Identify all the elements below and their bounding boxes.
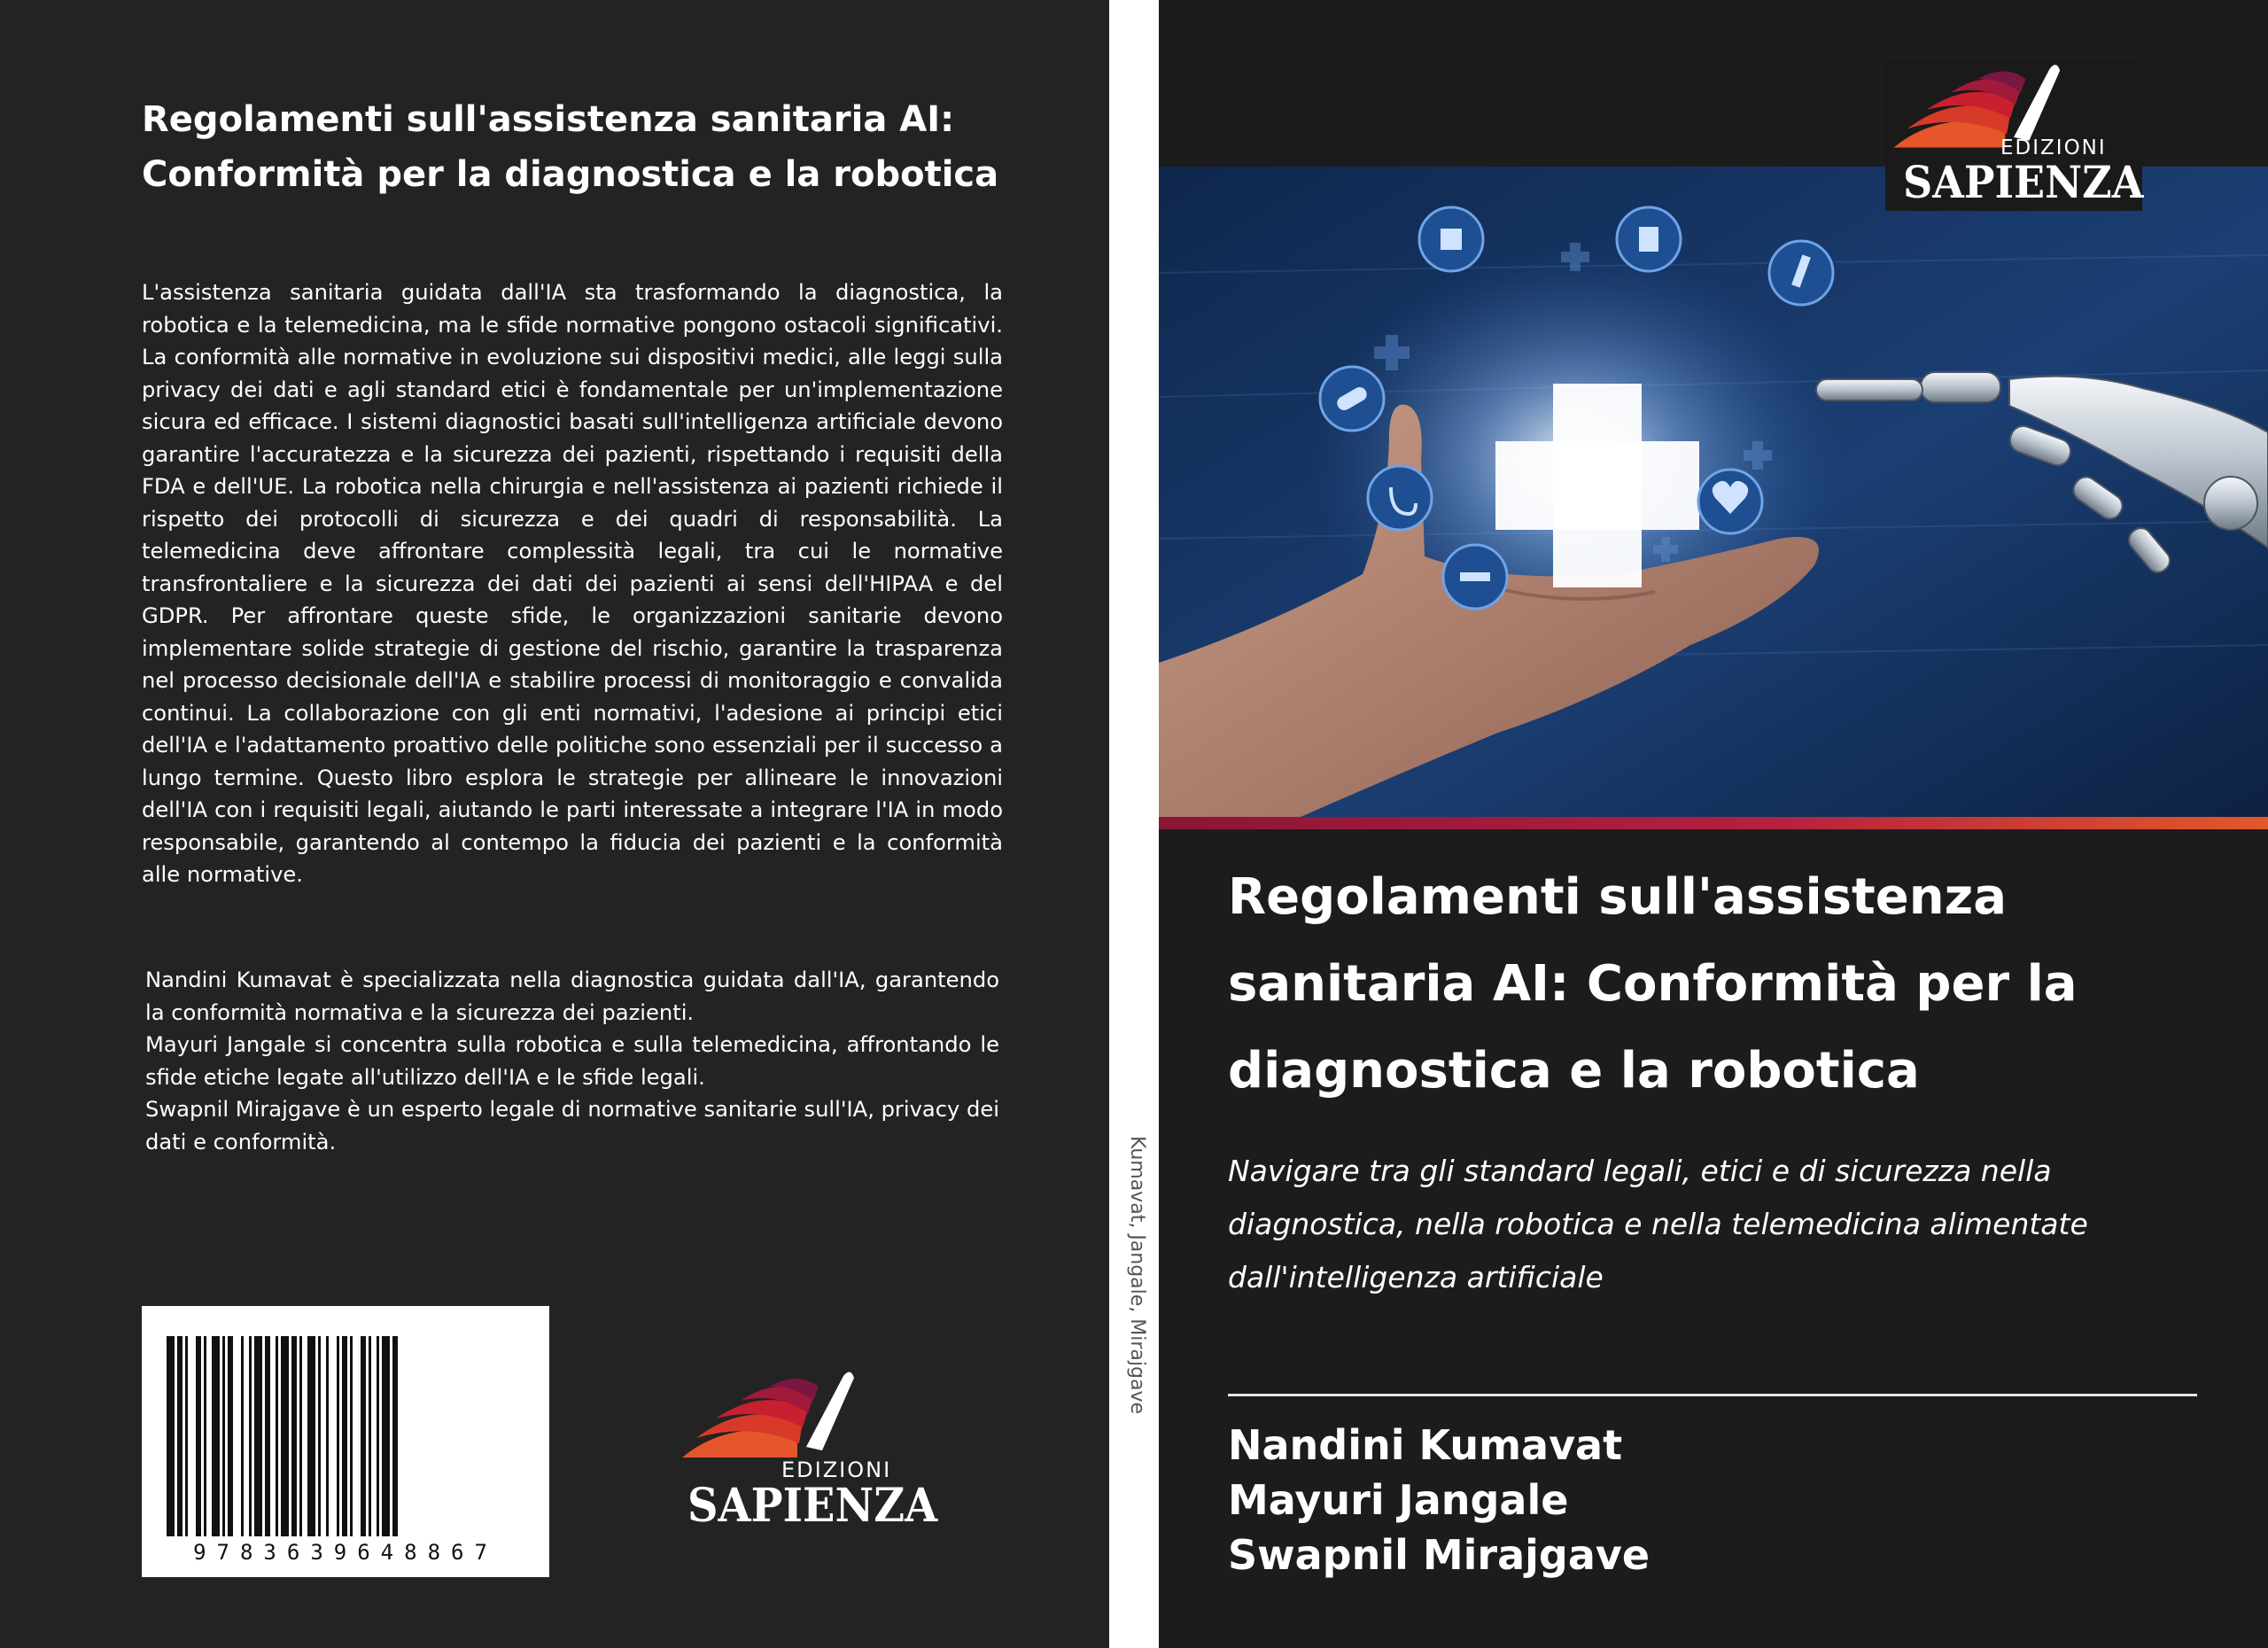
barcode — [142, 1306, 549, 1577]
barcode-bar — [326, 1336, 329, 1536]
back-cover-title: Regolamenti sull'assistenza sanitaria AI: Conformità per la diagnostica e la robotica — [142, 99, 999, 195]
barcode-bar — [185, 1336, 188, 1536]
barcode-bar — [265, 1336, 270, 1536]
barcode-bars — [142, 1306, 549, 1577]
author-bios — [145, 964, 999, 1158]
barcode-bar — [249, 1336, 252, 1536]
barcode-bar — [377, 1336, 379, 1536]
barcode-bar — [281, 1336, 289, 1536]
author-name: Mayuri Jangale — [1228, 1476, 1569, 1524]
back-cover-description: L'assistenza sanitaria guidata dall'IA sta trasformando la diagnostica, la robotica e la telemedicina, ma le sfide normative pongono ostacoli significativi. La conformità alle normative in evoluzione sui dispositivi medici, alle leggi sulla privacy dei dati e agli standard etici è fondamentale per un'implementazione sicura ed efficace. I sistemi diagnostici basati sull'intelligenza artificiale devono garantire l'accuratezza e la sicurezza dei pazienti, rispettando i requisiti della FDA e dell'UE. La robotica nella chirurgia e nell'assistenza ai pazienti richiede il rispetto dei protocolli di sicurezza e dei quadri di responsabilità. La telemedicina deve affrontare complessità legali, tra cui le normative transfrontaliere e la sicurezza dei dati dei pazienti ai sensi dell'HIPAA e del GDPR. Per affrontare queste sfide, le organizzazioni sanitarie devono implementare solide strategie di gestione del rischio, garantire la trasparenza nel processo decisionale dell'IA e stabilire processi di monitoraggio e convalida continui. La collaborazione con gli enti normativi, l'adesione ai principi etici dell'IA e l'adattamento proattivo delle politiche sono essenziali per il successo a lungo termine. Questo libro esplora le strategie per allineare le innovazioni dell'IA con i requisiti legali, aiutando le parti interessate a integrare l'IA in modo responsabile, garantendo al contempo la fiducia dei pazienti e la conformità alle normative. — [142, 280, 1003, 887]
front-cover-title: Regolamenti sull'assistenza sanitaria AI: Conformità per la diagnostica e la robotica — [1228, 868, 2078, 1100]
barcode-bar — [382, 1336, 390, 1536]
barcode-bar — [177, 1336, 183, 1536]
spine-authors: Kumavat, Jangale, Mirajgave — [1126, 1136, 1148, 1415]
barcode-bar — [204, 1336, 206, 1536]
cover-illustration — [1159, 167, 2268, 817]
barcode-bar — [299, 1336, 302, 1536]
barcode-bar — [196, 1336, 201, 1536]
author-bio: Nandini Kumavat è specializzata nella diagnostica guidata dall'IA, garantendo la conformità normativa e la sicurezza dei pazienti. — [145, 968, 999, 1025]
barcode-bar — [337, 1336, 339, 1536]
barcode-bar — [228, 1336, 233, 1536]
publisher-logo — [1885, 60, 2142, 211]
publisher-line1: EDIZIONI — [2000, 136, 2107, 159]
publisher-line2: SAPIENZA — [687, 1479, 938, 1533]
barcode-bar — [167, 1336, 175, 1536]
barcode-bar — [241, 1336, 244, 1536]
publisher-logo — [673, 1369, 939, 1533]
front-cover-authors — [1228, 1418, 2025, 1582]
divider — [1228, 1394, 2197, 1396]
publisher-line2: SAPIENZA — [1903, 156, 2144, 208]
author-bio: Swapnil Mirajgave è un esperto legale di normative sanitarie sull'IA, privacy dei dati e conformità. — [145, 1097, 999, 1154]
front-cover-subtitle: Navigare tra gli standard legali, etici e di sicurezza nella diagnostica, nella robotica e nella telemedicina alimentate dall'intelligenza artificiale — [1228, 1154, 2088, 1294]
author-name: Nandini Kumavat — [1228, 1421, 1623, 1469]
barcode-bar — [361, 1336, 366, 1536]
stethoscope-icon — [1368, 466, 1432, 530]
barcode-bar — [369, 1336, 371, 1536]
barcode-bar — [276, 1336, 278, 1536]
barcode-bar — [222, 1336, 225, 1536]
barcode-bar — [254, 1336, 262, 1536]
barcode-bar — [392, 1336, 398, 1536]
quill-fan-icon — [673, 1369, 939, 1466]
accent-bar — [1159, 817, 2268, 829]
barcode-bar — [350, 1336, 353, 1536]
barcode-bar — [212, 1336, 220, 1536]
author-bio: Mayuri Jangale si concentra sulla robotica e sulla telemedicina, affrontando le sfide etiche legate all'utilizzo dell'IA e le sfide legali. — [145, 1032, 999, 1090]
medical-ai-illustration — [1159, 167, 2268, 817]
barcode-digits: 9783639648867 — [193, 1540, 498, 1565]
publisher-line1: EDIZIONI — [781, 1458, 892, 1482]
barcode-bar — [318, 1336, 321, 1536]
author-name: Swapnil Mirajgave — [1228, 1531, 1651, 1579]
barcode-bar — [291, 1336, 297, 1536]
barcode-bar — [342, 1336, 347, 1536]
barcode-bar — [307, 1336, 315, 1536]
